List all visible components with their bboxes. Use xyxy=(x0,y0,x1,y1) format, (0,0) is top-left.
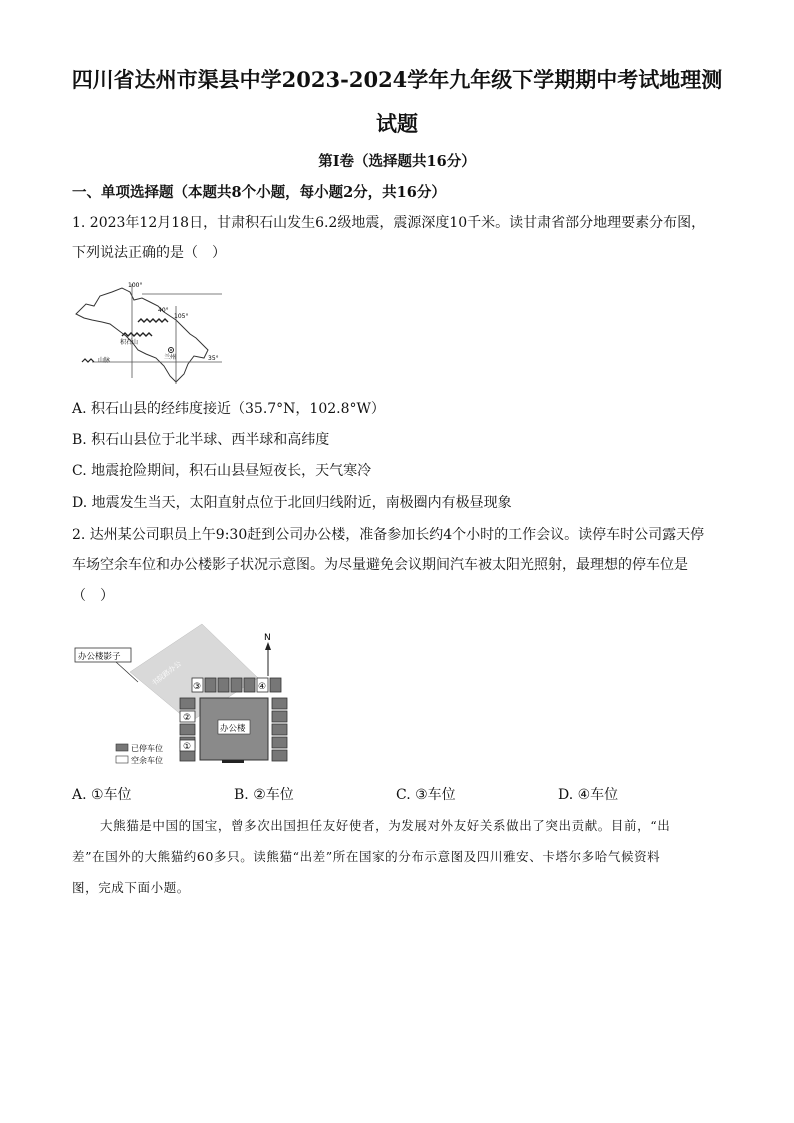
question2-stem-line1: 2. 达州某公司职员上午9:30赶到公司办公楼，准备参加长约4个小时的工作会议。读停车时公司露天停 xyxy=(72,527,705,543)
legend-empty-label: 空余车位 xyxy=(131,756,163,765)
question2-option-b: B. ②车位 xyxy=(234,787,294,803)
question2-stem-line3: （ ） xyxy=(72,588,114,604)
shadow-label: 办公楼影子 xyxy=(78,652,121,662)
legend-occupied-swatch xyxy=(116,744,128,751)
gansu-outline xyxy=(76,288,208,382)
mountain-range-symbol-2 xyxy=(122,333,152,336)
road-label: 书院路办公 xyxy=(150,659,183,688)
part-heading: 第Ⅰ卷（选择题共16分） xyxy=(318,153,476,170)
lat-label-40: 40° xyxy=(158,307,169,314)
office-building-label: 办公楼 xyxy=(220,724,246,734)
lon-label-105: 105° xyxy=(174,313,189,320)
parking-column-left xyxy=(180,698,195,761)
place-label-lanzhou: 兰州 xyxy=(164,354,177,361)
question1-stem-line1: 1. 2023年12月18日，甘肃积石山发生6.2级地震，震源深度10千米。读甘肃省部分地理要素分布图， xyxy=(72,215,706,231)
place-label-jishishan: 积石山 xyxy=(120,339,139,346)
parking-row-top xyxy=(192,678,281,692)
question1-stem-line2: 下列说法正确的是（ ） xyxy=(72,245,226,261)
north-label: N xyxy=(264,633,271,643)
parking-shadow-diagram xyxy=(72,622,302,772)
question1-option-b: B. 积石山县位于北半球、西半球和高纬度 xyxy=(72,432,330,448)
legend-occupied-label: 已停车位 xyxy=(131,744,163,753)
question2-stem-line2: 车场空余车位和办公楼影子状况示意图。为尽量避免会议期间汽车被太阳光照射，最理想的停车位是 xyxy=(72,557,688,573)
question1-option-d: D. 地震发生当天，太阳直射点位于北回归线附近，南极圈内有极昼现象 xyxy=(72,495,512,511)
building-entrance xyxy=(222,760,244,763)
parking-column-right xyxy=(272,698,287,761)
question1-option-c: C. 地震抢险期间，积石山县昼短夜长，天气寒冷 xyxy=(72,463,372,479)
spot-label-2: ② xyxy=(183,713,192,723)
document-title-line1: 四川省达州市渠县中学2023-2024学年九年级下学期期中考试地理测 xyxy=(71,67,723,92)
document-title-line2: 试题 xyxy=(376,111,418,136)
question1-option-a: A. 积石山县的经纬度接近（35.7°N，102.8°W） xyxy=(72,401,385,417)
legend-empty-swatch xyxy=(116,756,128,763)
spot-label-4: ④ xyxy=(258,682,267,692)
legend-mountain-label: 山脉 xyxy=(98,357,111,364)
legend-mountain-icon xyxy=(82,359,94,362)
mountain-range-symbol xyxy=(138,319,168,322)
passage-line1: 大熊猫是中国的国宝，曾多次出国担任友好使者，为发展对外友好关系做出了突出贡献。目前，“出 xyxy=(100,818,671,833)
lon-label-100: 100° xyxy=(128,282,143,289)
gansu-map-figure xyxy=(72,278,232,388)
section-heading: 一、单项选择题（本题共8个小题，每小题2分，共16分） xyxy=(72,184,446,201)
spot-label-3: ③ xyxy=(193,682,202,692)
lat-label-35: 35° xyxy=(208,355,219,362)
passage-line3: 图，完成下面小题。 xyxy=(72,880,190,895)
question2-option-a: A. ①车位 xyxy=(72,787,132,803)
passage-line2: 差”在国外的大熊猫约60多只。读熊猫“出差”所在国家的分布示意图及四川雅安、卡塔尔多哈气候资料 xyxy=(72,849,661,864)
question2-option-d: D. ④车位 xyxy=(558,787,619,803)
question2-option-c: C. ③车位 xyxy=(396,787,456,803)
spot-label-1: ① xyxy=(183,742,192,752)
